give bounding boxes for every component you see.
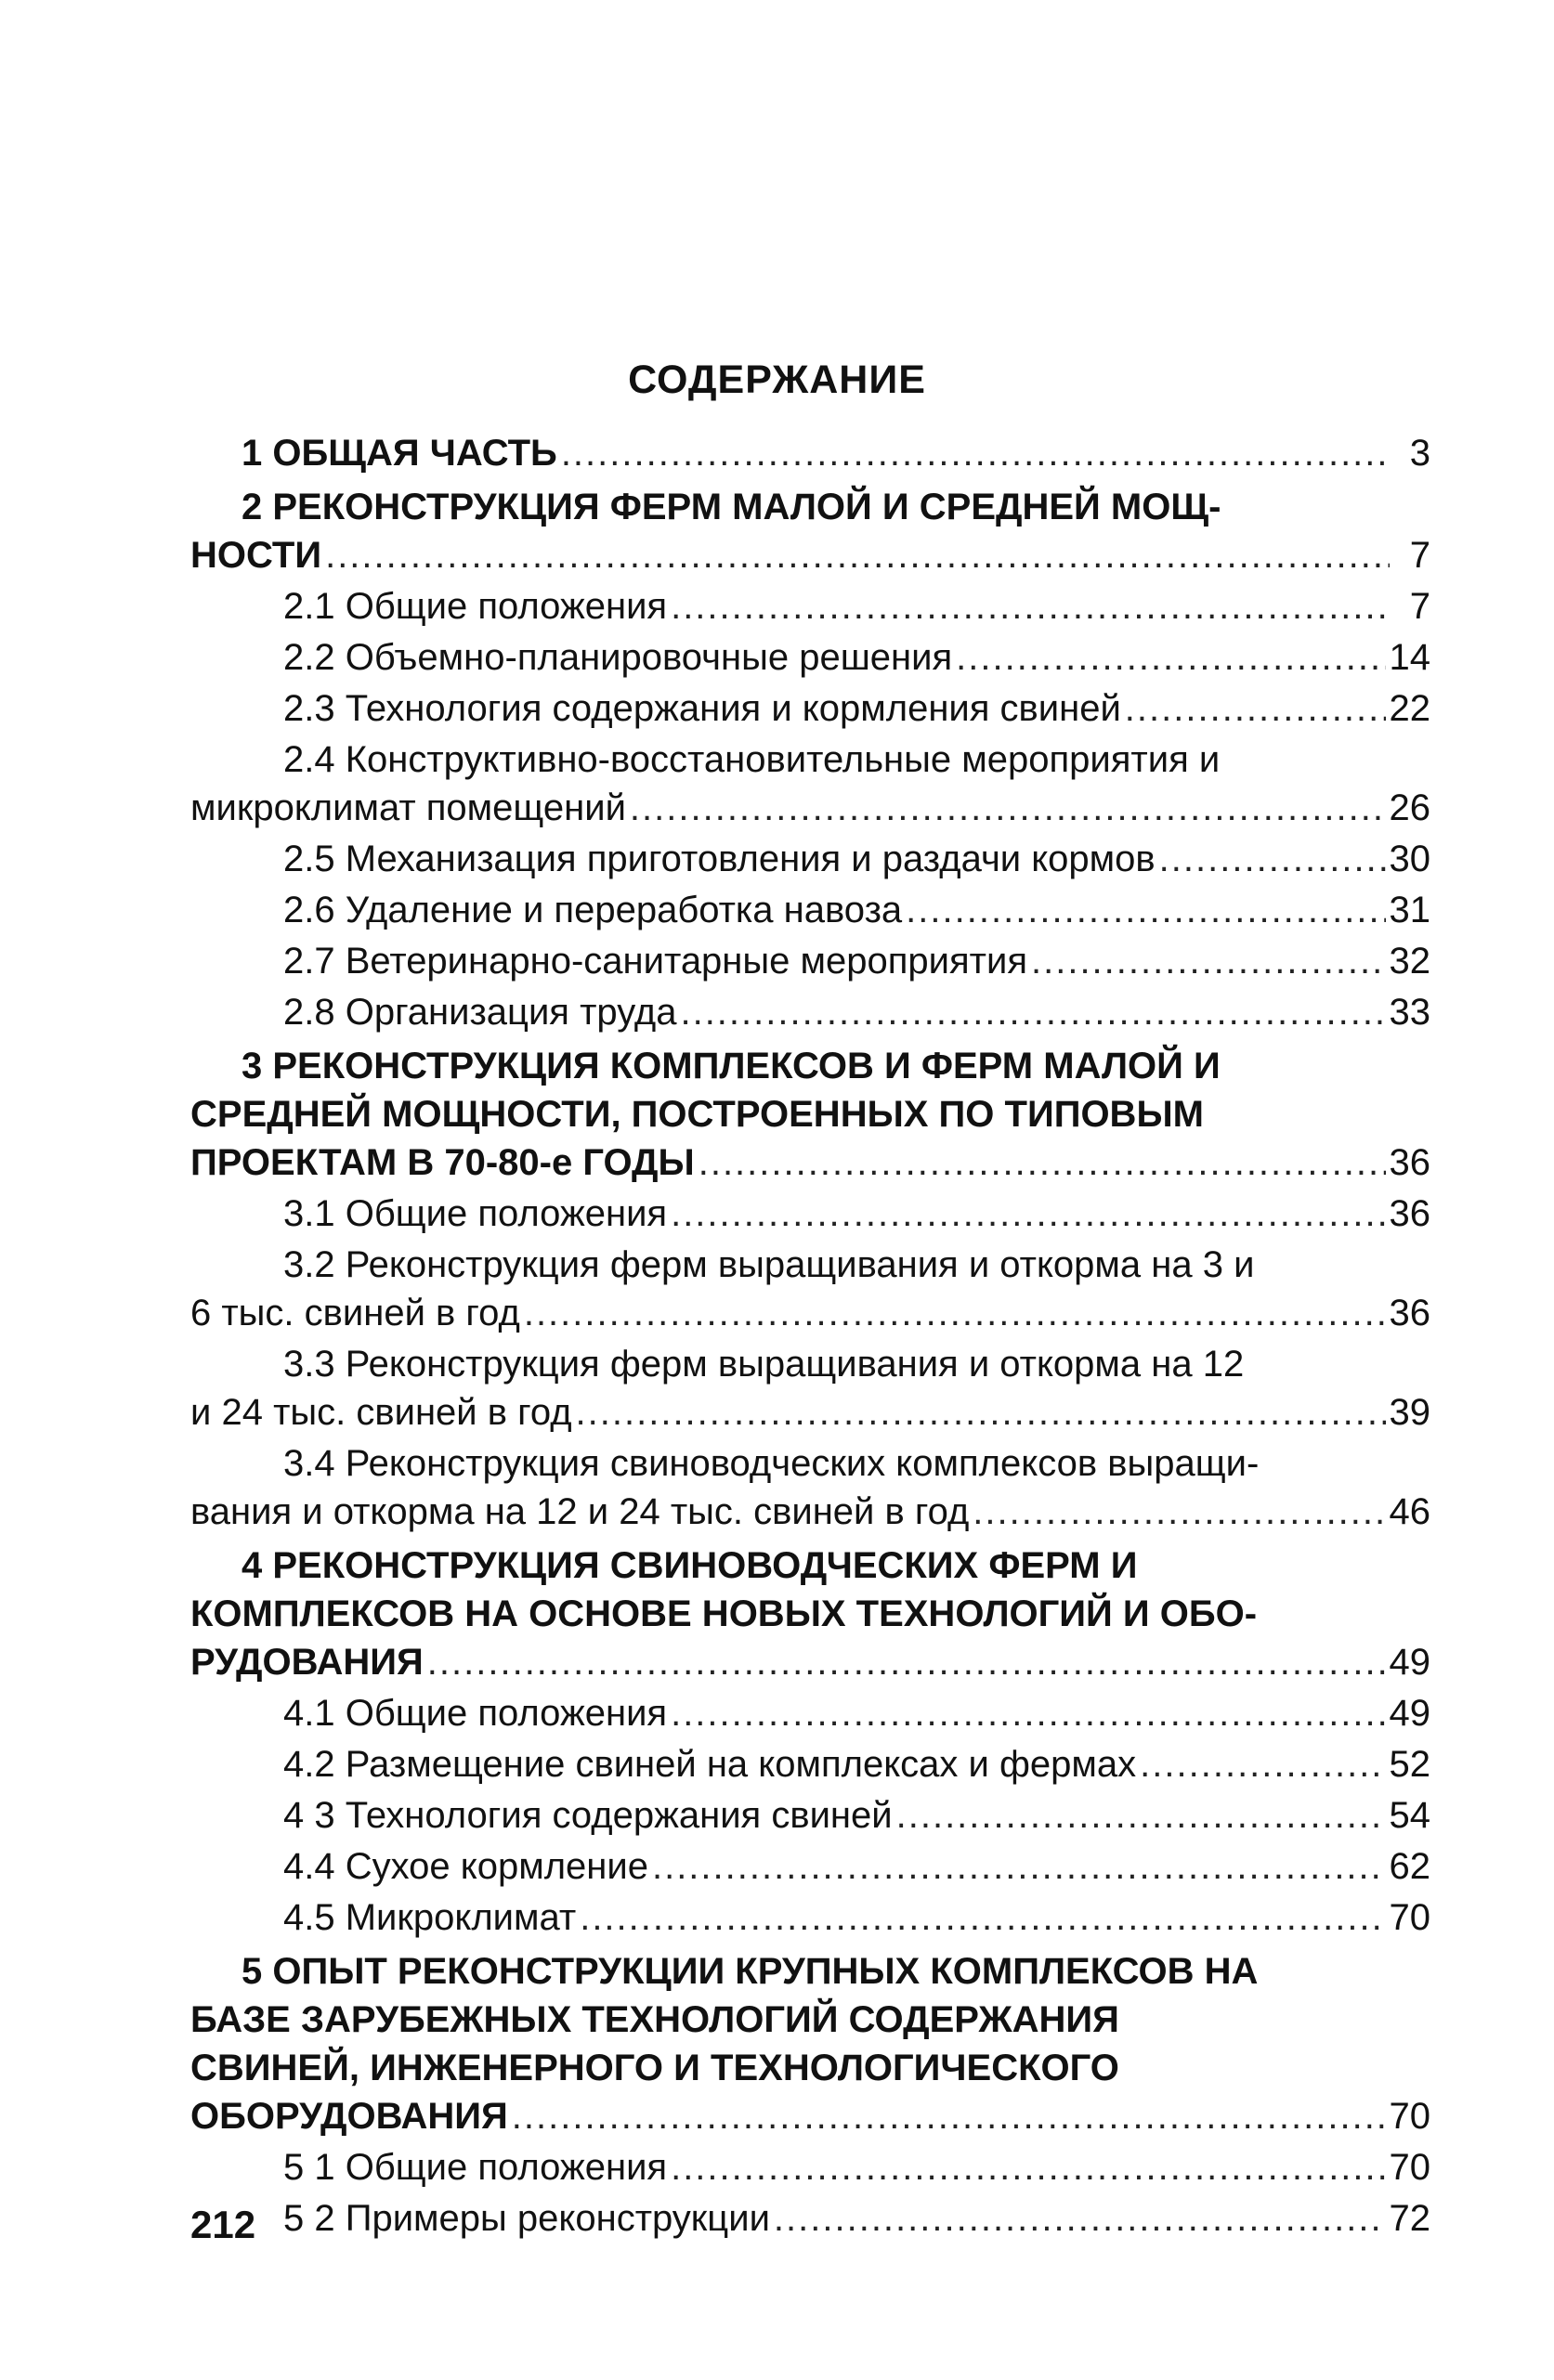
toc-section-entry	[190, 886, 1430, 934]
dot-leader	[774, 2194, 1386, 2243]
toc-entry-text: 4.5 Микроклимат	[283, 1897, 577, 1938]
toc-entry-text: 2 РЕКОНСТРУКЦИЯ ФЕРМ МАЛОЙ И СРЕДНЕЙ МОЩ-	[242, 487, 1221, 527]
dot-leader	[896, 1791, 1386, 1840]
toc-entry-line	[190, 1488, 1430, 1536]
toc-section-entry	[190, 1842, 1430, 1891]
toc-entry-text: 2.4 Конструктивно-восстановительные мероприятия и	[283, 739, 1221, 780]
toc-page-number: 7	[1409, 586, 1430, 627]
toc-entry-line	[190, 2194, 1430, 2243]
table-of-contents	[190, 429, 1430, 2243]
dot-leader	[956, 633, 1385, 682]
page-title: СОДЕРЖАНИЕ	[628, 358, 926, 402]
toc-page-number: 22	[1389, 688, 1430, 729]
dot-leader	[630, 784, 1386, 832]
toc-entry-text: 3.1 Общие положения	[283, 1193, 668, 1234]
toc-section-entry	[190, 1190, 1430, 1238]
toc-section-entry	[190, 633, 1430, 682]
dot-leader	[576, 1388, 1386, 1437]
page-number: 212	[190, 2203, 256, 2246]
toc-entry-text: 2.6 Удаление и переработка навоза	[283, 890, 903, 930]
toc-page-number: 3	[1409, 433, 1430, 474]
toc-page-number: 39	[1389, 1392, 1430, 1433]
toc-entry-text: 5 1 Общие положения	[283, 2147, 668, 2188]
toc-page-number: 49	[1389, 1693, 1430, 1734]
toc-entry-text: 6 тыс. свиней в год	[190, 1293, 520, 1333]
toc-entry-text: микроклимат помещений	[190, 787, 626, 828]
toc-page-number: 36	[1389, 1193, 1430, 1234]
toc-section-entry	[190, 988, 1430, 1036]
toc-page-number: 54	[1389, 1795, 1430, 1836]
toc-section-entry	[190, 582, 1430, 631]
toc-entry-text: 2.5 Механизация приготовления и раздачи кормов	[283, 839, 1156, 879]
dot-leader	[524, 1289, 1386, 1337]
toc-entry-text: 4.4 Сухое кормление	[283, 1846, 648, 1887]
dot-leader	[652, 1842, 1386, 1891]
toc-section-entry	[190, 1439, 1430, 1536]
toc-entry-line	[190, 582, 1430, 631]
toc-entry-line	[190, 784, 1430, 832]
toc-page-number: 7	[1409, 535, 1430, 576]
toc-entry-text: КОМПЛЕКСОВ НА ОСНОВЕ НОВЫХ ТЕХНОЛОГИЙ И ОБО-	[190, 1593, 1258, 1634]
toc-page-number: 32	[1389, 941, 1430, 982]
toc-entry-line	[190, 429, 1430, 477]
toc-entry-line	[190, 2143, 1430, 2191]
toc-entry-text: СРЕДНЕЙ МОЩНОСТИ, ПОСТРОЕННЫХ ПО ТИПОВЫМ	[190, 1094, 1204, 1135]
dot-leader	[671, 582, 1390, 631]
toc-entry-text: ОБОРУДОВАНИЯ	[190, 2096, 508, 2137]
toc-page-number: 49	[1389, 1642, 1430, 1683]
toc-entry-line	[190, 1689, 1430, 1737]
dot-leader	[671, 1190, 1385, 1238]
toc-entry-text: 3 РЕКОНСТРУКЦИЯ КОМПЛЕКСОВ И ФЕРМ МАЛОЙ И	[242, 1046, 1221, 1086]
toc-entry-line	[190, 633, 1430, 682]
toc-section-entry	[190, 937, 1430, 985]
toc-entry-text: 2.1 Общие положения	[283, 586, 668, 627]
toc-entry-line	[190, 684, 1430, 733]
toc-entry-text: 4 3 Технология содержания свиней	[283, 1795, 893, 1836]
toc-entry-text: 5 2 Примеры реконструкции	[283, 2198, 770, 2239]
dot-leader	[580, 1893, 1385, 1942]
toc-entry-text: РУДОВАНИЯ	[190, 1642, 424, 1683]
toc-entry-line	[190, 2092, 1430, 2140]
toc-section-entry	[190, 1791, 1430, 1840]
dot-leader	[1125, 684, 1386, 733]
toc-entry-line	[190, 1893, 1430, 1942]
toc-entry-line	[190, 1740, 1430, 1788]
toc-page-number: 33	[1389, 992, 1430, 1033]
toc-page-number: 14	[1389, 637, 1430, 678]
toc-entry-text: 3.3 Реконструкция ферм выращивания и откорма на 12	[283, 1344, 1245, 1385]
toc-entry-line	[190, 1388, 1430, 1437]
dot-leader	[680, 988, 1385, 1036]
toc-page-number: 70	[1389, 1897, 1430, 1938]
toc-section-entry	[190, 2143, 1430, 2191]
dot-leader	[561, 429, 1390, 477]
dot-leader	[1031, 937, 1386, 985]
toc-section-entry	[190, 735, 1430, 832]
dot-leader	[512, 2092, 1386, 2140]
toc-section-entry	[190, 1740, 1430, 1788]
toc-section-entry	[190, 2194, 1430, 2243]
toc-page-number: 72	[1389, 2198, 1430, 2239]
toc-chapter-entry	[190, 429, 1430, 477]
toc-entry-text: 2.2 Объемно-планировочные решения	[283, 637, 953, 678]
toc-chapter-entry	[190, 1042, 1430, 1187]
dot-leader	[1140, 1740, 1385, 1788]
toc-section-entry	[190, 1340, 1430, 1437]
toc-page-number: 36	[1389, 1142, 1430, 1183]
toc-entry-text: БАЗЕ ЗАРУБЕЖНЫХ ТЕХНОЛОГИЙ СОДЕРЖАНИЯ	[190, 1999, 1119, 2040]
toc-page-number: 62	[1389, 1846, 1430, 1887]
toc-entry-line	[190, 1138, 1430, 1187]
toc-entry-text: 4.2 Размещение свиней на комплексах и фермах	[283, 1744, 1137, 1785]
dot-leader	[699, 1138, 1386, 1187]
toc-page-number: 70	[1389, 2147, 1430, 2188]
dot-leader	[671, 1689, 1385, 1737]
toc-entry-text: и 24 тыс. свиней в год	[190, 1392, 572, 1433]
toc-entry-text: НОСТИ	[190, 535, 322, 576]
toc-entry-line	[190, 1638, 1430, 1686]
toc-entry-line	[190, 1289, 1430, 1337]
toc-entry-line	[190, 937, 1430, 985]
toc-section-entry	[190, 1241, 1430, 1337]
toc-entry-line	[190, 1190, 1430, 1238]
toc-chapter-entry	[190, 483, 1430, 579]
toc-entry-text: СВИНЕЙ, ИНЖЕНЕРНОГО И ТЕХНОЛОГИЧЕСКОГО	[190, 2048, 1119, 2088]
toc-entry-line	[190, 835, 1430, 883]
toc-entry-text: вания и откорма на 12 и 24 тыс. свиней в год	[190, 1491, 970, 1532]
toc-page-number: 30	[1389, 839, 1430, 879]
toc-page-number: 70	[1389, 2096, 1430, 2137]
toc-page-number: 52	[1389, 1744, 1430, 1785]
toc-entry-text: ПРОЕКТАМ В 70-80-е ГОДЫ	[190, 1142, 695, 1183]
toc-entry-line	[190, 531, 1430, 579]
toc-chapter-entry	[190, 1541, 1430, 1686]
toc-section-entry	[190, 835, 1430, 883]
toc-entry-text: 3.4 Реконструкция свиноводческих комплексов выращи-	[283, 1443, 1260, 1484]
toc-entry-text: 2.8 Организация труда	[283, 992, 677, 1033]
toc-section-entry	[190, 684, 1430, 733]
toc-page-number: 31	[1389, 890, 1430, 930]
toc-page-number: 36	[1389, 1293, 1430, 1333]
toc-entry-text: 2.3 Технология содержания и кормления свиней	[283, 688, 1121, 729]
toc-entry-text: 5 ОПЫТ РЕКОНСТРУКЦИИ КРУПНЫХ КОМПЛЕКСОВ НА	[242, 1951, 1259, 1992]
toc-entry-text: 3.2 Реконструкция ферм выращивания и откорма на 3 и	[283, 1244, 1255, 1285]
toc-entry-line	[190, 988, 1430, 1036]
dot-leader	[973, 1488, 1385, 1536]
toc-page-number: 46	[1389, 1491, 1430, 1532]
dot-leader	[427, 1638, 1386, 1686]
toc-section-entry	[190, 1689, 1430, 1737]
toc-page-number: 26	[1389, 787, 1430, 828]
toc-entry-line	[190, 1791, 1430, 1840]
toc-entry-text: 4.1 Общие положения	[283, 1693, 668, 1734]
toc-entry-line	[190, 1842, 1430, 1891]
dot-leader	[1159, 835, 1386, 883]
dot-leader	[906, 886, 1385, 934]
toc-section-entry	[190, 1893, 1430, 1942]
toc-entry-text: 2.7 Ветеринарно-санитарные мероприятия	[283, 941, 1027, 982]
toc-entry-line	[190, 886, 1430, 934]
toc-chapter-entry	[190, 1947, 1430, 2140]
dot-leader	[671, 2143, 1385, 2191]
toc-entry-text: 1 ОБЩАЯ ЧАСТЬ	[242, 433, 557, 474]
toc-entry-text: 4 РЕКОНСТРУКЦИЯ СВИНОВОДЧЕСКИХ ФЕРМ И	[242, 1545, 1138, 1586]
dot-leader	[325, 531, 1390, 579]
